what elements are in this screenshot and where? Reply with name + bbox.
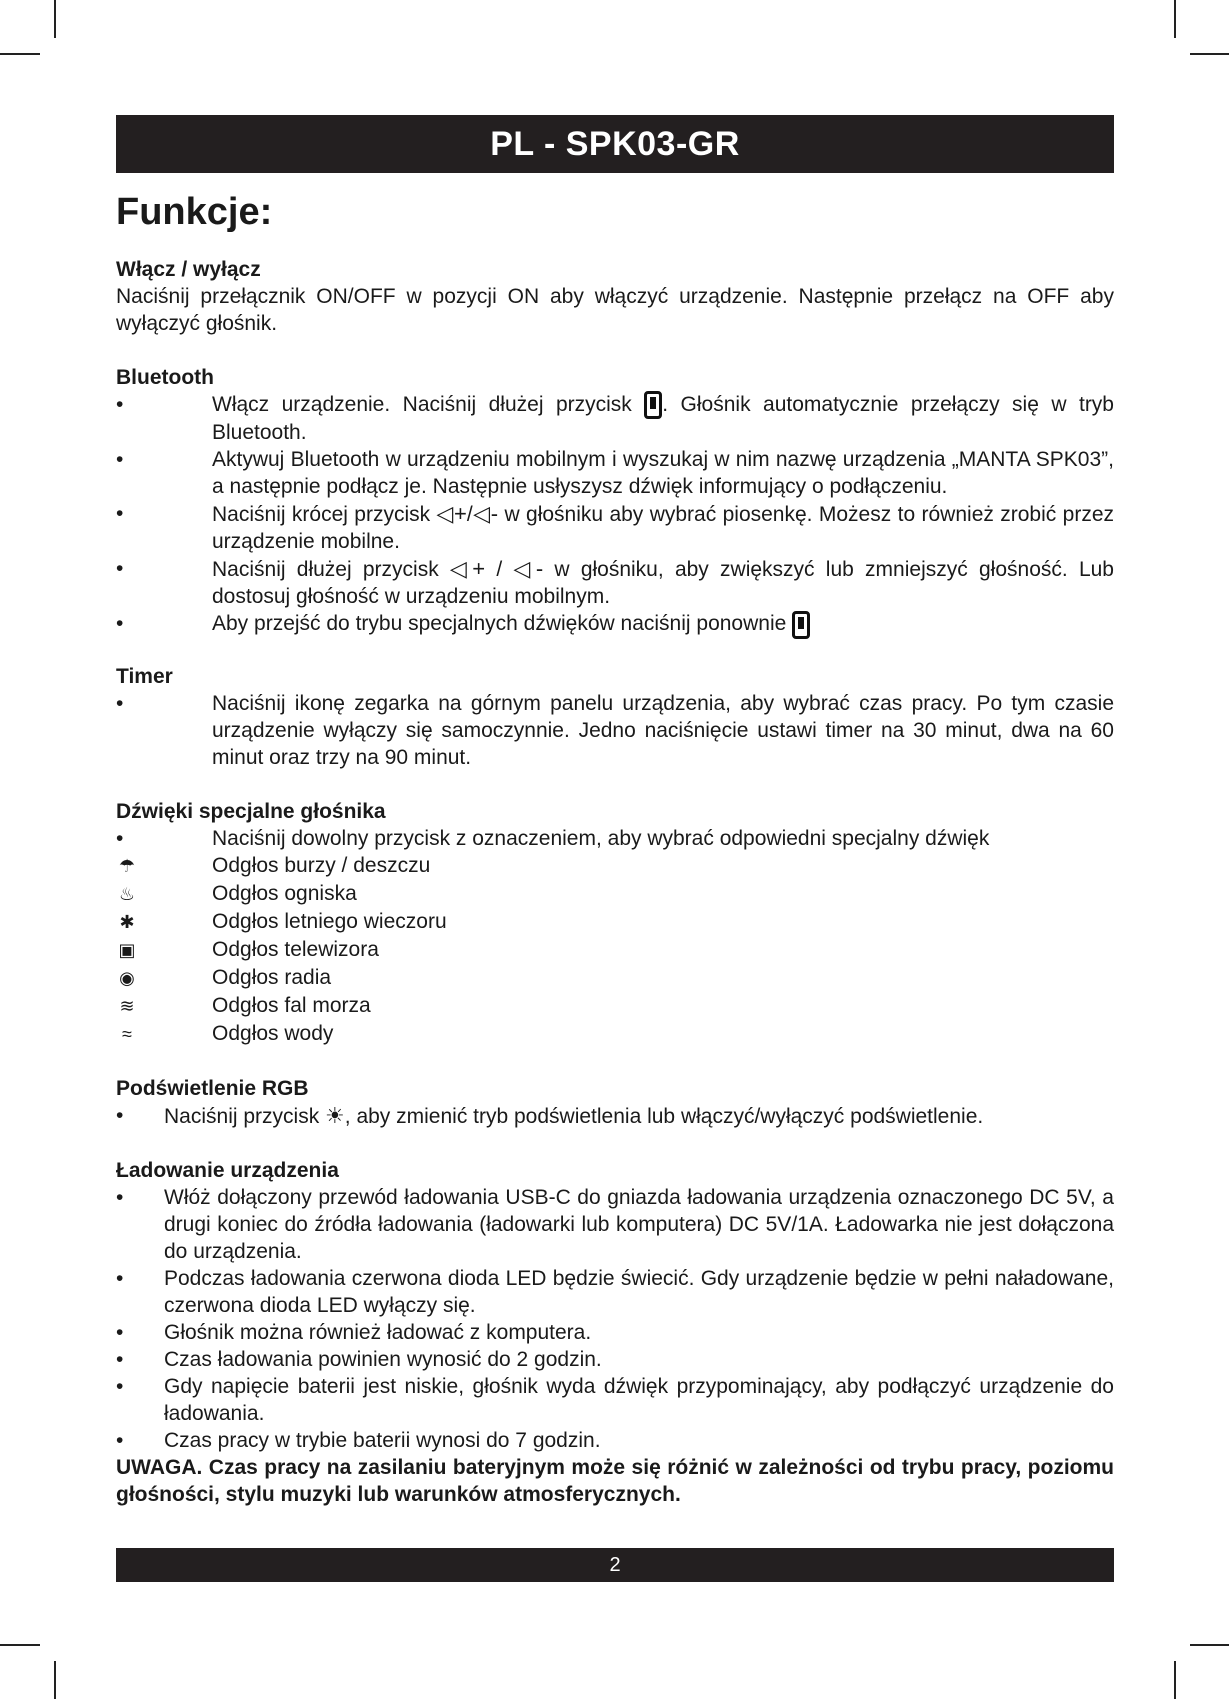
- bullet: •: [116, 1374, 124, 1398]
- crop-mark: [1174, 1661, 1176, 1699]
- page-number: 2: [609, 1553, 621, 1576]
- crop-mark: [0, 53, 40, 55]
- list-item: [116, 1373, 1114, 1427]
- sound-label: Odgłos ogniska: [212, 881, 357, 905]
- header-title: PL - SPK03-GR: [490, 124, 740, 163]
- volume-down-icon: ◁-: [513, 556, 544, 582]
- sound-label: Odgłos burzy / deszczu: [212, 853, 431, 877]
- sound-item: [116, 908, 1114, 936]
- footer-bar: [116, 1548, 1114, 1582]
- bullet: •: [116, 612, 124, 636]
- crop-mark: [1174, 0, 1176, 38]
- manual-page: [116, 115, 1114, 1508]
- crop-mark: [54, 0, 56, 38]
- sounds-heading: Dźwięki specjalne głośnika: [116, 799, 386, 823]
- list-item: [116, 500, 1114, 555]
- light-icon: ☀: [325, 1102, 345, 1128]
- sound-item: [116, 992, 1114, 1020]
- sound-item: [116, 1020, 1114, 1048]
- sound-item: [116, 936, 1114, 964]
- list-item: [116, 690, 1114, 771]
- sea-waves-icon: ≋: [119, 995, 135, 1016]
- crop-mark: [54, 1661, 56, 1699]
- bullet: •: [116, 502, 124, 526]
- charging-item: Gdy napięcie baterii jest niskie, głośnik wyda dźwięk przypominający, aby podłączyć urządzenie do ładowania.: [164, 1374, 1114, 1425]
- rgb-text-a: Naciśnij przycisk: [164, 1104, 320, 1128]
- list-item: [116, 1427, 1114, 1454]
- bluetooth-item3-b: w głośniku aby wybrać piosenkę. Możesz to również zrobić przez urządzenie mobilne.: [212, 503, 1115, 554]
- crop-mark: [1190, 53, 1229, 55]
- tv-icon: ▣: [118, 939, 136, 960]
- rgb-text-b: , aby zmienić tryb podświetlenia lub włączyć/wyłączyć podświetlenie.: [344, 1104, 984, 1128]
- bullet: •: [116, 393, 124, 416]
- cricket-icon: ✱: [119, 911, 135, 932]
- bullet: •: [116, 448, 124, 472]
- bullet: •: [116, 1103, 124, 1127]
- slash: /: [466, 503, 473, 527]
- campfire-icon: ♨: [118, 883, 136, 904]
- sound-label: Odgłos letniego wieczoru: [212, 909, 447, 933]
- storm-icon: ☂: [118, 855, 136, 876]
- volume-up-icon: ◁+: [436, 501, 467, 527]
- warning-note: UWAGA. Czas pracy na zasilaniu bateryjnym może się różnić w zależności od trybu pracy, poziomu głośności, stylu muzyki lub warunków atmosferycznych.: [116, 1455, 1114, 1506]
- phone-button-icon: [644, 391, 662, 419]
- sounds-intro: Naciśnij dowolny przycisk z oznaczeniem, aby wybrać odpowiedni specjalny dźwięk: [212, 826, 990, 850]
- crop-mark: [0, 1644, 40, 1646]
- bluetooth-heading: Bluetooth: [116, 366, 214, 389]
- bluetooth-item1-b: . Głośnik automatycznie przełączy się w tryb Bluetooth.: [212, 393, 1114, 445]
- water-icon: ≈: [122, 1023, 132, 1044]
- charging-item: Podczas ładowania czerwona dioda LED będzie świecić. Gdy urządzenie będzie w pełni naładowane, czerwona dioda LED wyłączy się.: [164, 1266, 1114, 1317]
- timer-heading: Timer: [116, 664, 173, 688]
- bluetooth-item3-a: Naciśnij krócej przycisk: [212, 503, 431, 527]
- power-heading: Włącz / wyłącz: [116, 258, 261, 281]
- charging-item: Czas ładowania powinien wynosić do 2 godzin.: [164, 1347, 602, 1371]
- bullet: •: [116, 1428, 124, 1452]
- crop-mark: [1190, 1644, 1229, 1646]
- sound-item: [116, 964, 1114, 992]
- volume-down-icon: ◁-: [472, 501, 499, 527]
- rgb-heading: Podświetlenie RGB: [116, 1076, 309, 1100]
- charging-item: Włóż dołączony przewód ładowania USB-C do gniazda ładowania urządzenia oznaczonego DC 5V, a drugi koniec do źródła ładowania (ładowarki lub komputera) DC 5V/1A. Ładowarka nie jest dołączona do urządzenia.: [164, 1185, 1114, 1263]
- list-item: [116, 825, 1114, 852]
- bullet: •: [116, 1266, 124, 1290]
- timer-text: Naciśnij ikonę zegarka na górnym panelu urządzenia, aby wybrać czas pracy. Po tym czasie urządzenie wyłączy się samoczynnie. Jedno naciśnięcie ustawi timer na 30 minut, dwa na 60 minut oraz trzy na 90 minut.: [212, 691, 1114, 769]
- bullet: •: [116, 557, 124, 581]
- power-text: Naciśnij przełącznik ON/OFF w pozycji ON aby włączyć urządzenie. Następnie przełącz na OFF aby wyłączyć głośnik.: [116, 285, 1114, 335]
- volume-up-icon: ◁+: [449, 556, 486, 582]
- bluetooth-item2: Aktywuj Bluetooth w urządzeniu mobilnym i wyszukaj w nim nazwę urządzenia „MANTA SPK03”, a następnie podłącz je. Następnie usłyszysz dźwięk informujący o podłączeniu.: [212, 448, 1114, 499]
- charging-item: Głośnik można również ładować z komputera.: [164, 1320, 592, 1344]
- sound-label: Odgłos telewizora: [212, 937, 379, 961]
- list-item: [116, 610, 1114, 638]
- charging-item: Czas pracy w trybie baterii wynosi do 7 godzin.: [164, 1428, 601, 1452]
- bullet: •: [116, 826, 124, 850]
- list-item: [116, 446, 1114, 500]
- sound-item: [116, 880, 1114, 908]
- charging-heading: Ładowanie urządzenia: [116, 1158, 339, 1182]
- list-item: [116, 555, 1114, 610]
- sound-label: Odgłos wody: [212, 1021, 334, 1045]
- sound-label: Odgłos fal morza: [212, 993, 371, 1017]
- phone-button-icon: [792, 611, 810, 639]
- list-item: [116, 1265, 1114, 1319]
- bluetooth-item4-a: Naciśnij dłużej przycisk: [212, 558, 439, 582]
- bullet: •: [116, 1320, 124, 1344]
- radio-icon: ◉: [119, 967, 135, 988]
- list-item: [116, 1346, 1114, 1373]
- slash: /: [496, 558, 503, 582]
- bullet: •: [116, 1185, 124, 1209]
- list-item: [116, 1184, 1114, 1265]
- header-bar: [116, 115, 1114, 173]
- bluetooth-item4-b: w głośniku, aby zwiększyć lub zmniejszyć głośność. Lub dostosuj głośność w urządzeniu mobilnym.: [212, 558, 1114, 609]
- list-item: [116, 1102, 1114, 1130]
- list-item: [116, 391, 1114, 446]
- bullet: •: [116, 691, 124, 715]
- bluetooth-item5: Aby przejść do trybu specjalnych dźwięków naciśnij ponownie: [212, 612, 787, 636]
- sound-item: [116, 852, 1114, 880]
- page-title: Funkcje:: [116, 191, 273, 233]
- sound-label: Odgłos radia: [212, 965, 332, 989]
- list-item: [116, 1319, 1114, 1346]
- bluetooth-item1-a: Włącz urządzenie. Naciśnij dłużej przycisk: [212, 393, 632, 416]
- bullet: •: [116, 1347, 124, 1371]
